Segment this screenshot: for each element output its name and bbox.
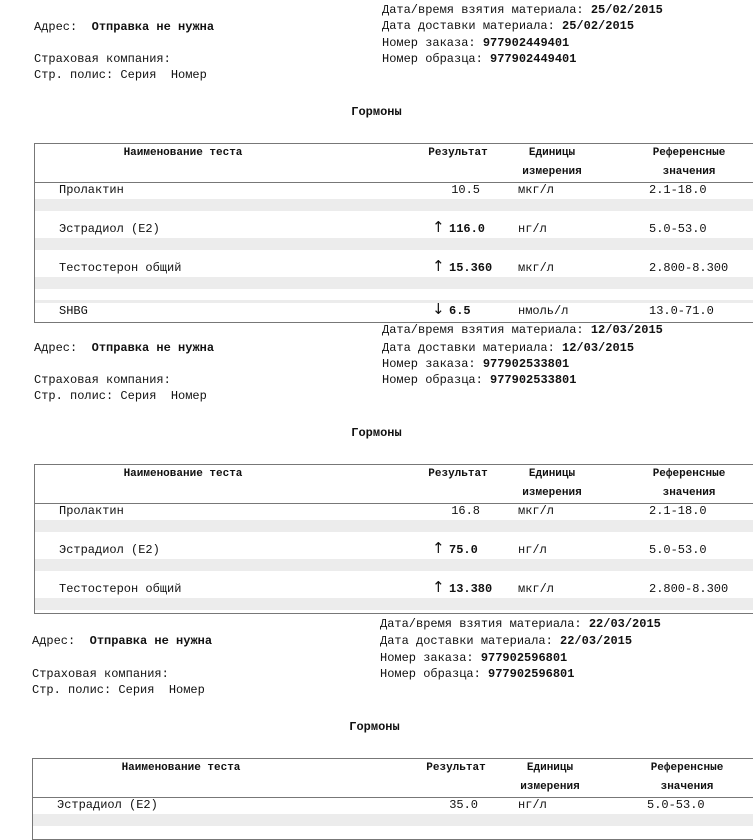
table-header [35,465,753,504]
arrow-up-icon: ↑ [432,257,445,275]
test-units: нг/л [518,222,547,236]
section-title: Гормоны [349,720,400,734]
insurance-label: Страховая компания: [32,667,169,681]
test-name: Пролактин [59,183,124,197]
table-header [35,144,753,183]
policy-label: Стр. полис: Серия Номер [32,683,205,697]
test-reference: 2.800-8.300 [649,582,729,596]
test-reference: 2.1-18.0 [649,183,707,197]
section-title: Гормоны [351,426,402,440]
order-number-value: 977902596801 [480,651,568,665]
test-units: нг/л [518,798,547,812]
address-value: Отправка не нужна [89,634,213,648]
address-value: Отправка не нужна [91,20,215,34]
specimen-number-line: Номер образца: 977902596801 [380,667,575,681]
specimen-number-value: 977902449401 [490,52,577,66]
policy-label: Стр. полис: Серия Номер [34,68,207,82]
section-title: Гормоны [351,105,402,119]
test-name: SHBG [59,304,88,318]
col-header-name: Наименование теста [121,762,241,774]
test-units: мкг/л [518,261,555,275]
test-reference: 2.1-18.0 [649,504,707,518]
test-reference: 5.0-53.0 [649,222,707,236]
arrow-down-icon: ↓ [432,300,445,318]
order-number-value: 977902449401 [482,36,570,50]
delivery-date-value: 25/02/2015 [562,19,635,33]
table-header [33,759,753,798]
address-value: Отправка не нужна [91,341,215,355]
test-units: мкг/л [518,183,555,197]
col-header-result: Результат [426,762,486,774]
delivery-date-line: Дата доставки материала: 22/03/2015 [380,634,633,648]
table-row [35,504,753,543]
col-header-units-1: Единицы [526,762,574,774]
order-number-line: Номер заказа: 977902449401 [382,36,570,50]
col-header-result: Результат [428,468,488,480]
address-line: Адрес: Отправка не нужна [34,20,215,34]
delivery-date-value: 12/03/2015 [562,341,635,355]
delivery-date-line: Дата доставки материала: 12/03/2015 [382,341,635,355]
table-row [35,300,753,322]
insurance-label: Страховая компания: [34,52,171,66]
test-result: 35.0 [449,798,478,812]
table-row [35,257,753,300]
test-units: мкг/л [518,504,555,518]
col-header-ref-1: Референсные [650,762,724,774]
sample-date-value: 22/03/2015 [588,617,661,631]
test-name: Тестостерон общий [59,261,182,275]
col-header-result: Результат [428,147,488,159]
order-number-value: 977902533801 [482,357,570,371]
arrow-up-icon: ↑ [432,578,445,596]
policy-label: Стр. полис: Серия Номер [34,389,207,403]
arrow-up-icon: ↑ [432,218,445,236]
test-result: 15.360 [449,261,493,275]
table-row [33,798,753,837]
test-name: Пролактин [59,504,124,518]
delivery-date-line: Дата доставки материала: 25/02/2015 [382,19,635,33]
test-name: Тестостерон общий [59,582,182,596]
sample-date-line: Дата/время взятия материала: 25/02/2015 [382,3,663,17]
specimen-number-value: 977902596801 [488,667,575,681]
col-header-ref-2: значения [660,781,714,793]
delivery-date-value: 22/03/2015 [560,634,633,648]
test-name: Эстрадиол (E2) [59,543,160,557]
table-row [35,578,753,621]
col-header-units-2: измерения [522,487,582,499]
address-line: Адрес: Отправка не нужна [34,341,215,355]
test-result: 116.0 [449,222,486,236]
col-header-name: Наименование теста [123,468,243,480]
col-header-ref-2: значения [662,487,716,499]
col-header-ref-1: Референсные [652,468,726,480]
col-header-units-1: Единицы [528,147,576,159]
test-reference: 5.0-53.0 [649,543,707,557]
table-row [35,218,753,261]
table-row [35,539,753,582]
test-result: 6.5 [449,304,471,318]
test-name: Эстрадиол (E2) [57,798,158,812]
test-result: 10.5 [451,183,480,197]
test-result: 13.380 [449,582,493,596]
test-reference: 13.0-71.0 [649,304,714,318]
results-table [34,464,753,614]
order-number-line: Номер заказа: 977902533801 [382,357,570,371]
test-reference: 5.0-53.0 [647,798,705,812]
test-result: 16.8 [451,504,480,518]
col-header-units-2: измерения [522,166,582,178]
col-header-ref-2: значения [662,166,716,178]
col-header-ref-1: Референсные [652,147,726,159]
arrow-up-icon: ↑ [432,539,445,557]
test-units: мкг/л [518,582,555,596]
col-header-units-2: измерения [520,781,580,793]
results-table [34,143,753,323]
sample-date-value: 12/03/2015 [590,323,663,337]
specimen-number-line: Номер образца: 977902449401 [382,52,577,66]
insurance-label: Страховая компания: [34,373,171,387]
test-result: 75.0 [449,543,478,557]
table-row [35,183,753,222]
order-number-line: Номер заказа: 977902596801 [380,651,568,665]
specimen-number-value: 977902533801 [490,373,577,387]
col-header-name: Наименование теста [123,147,243,159]
test-name: Эстрадиол (E2) [59,222,160,236]
col-header-units-1: Единицы [528,468,576,480]
sample-date-value: 25/02/2015 [590,3,663,17]
test-reference: 2.800-8.300 [649,261,729,275]
test-units: нмоль/л [518,304,569,318]
address-line: Адрес: Отправка не нужна [32,634,213,648]
sample-date-line: Дата/время взятия материала: 22/03/2015 [380,617,661,631]
sample-date-line: Дата/время взятия материала: 12/03/2015 [382,323,663,337]
results-table [32,758,753,840]
specimen-number-line: Номер образца: 977902533801 [382,373,577,387]
test-units: нг/л [518,543,547,557]
